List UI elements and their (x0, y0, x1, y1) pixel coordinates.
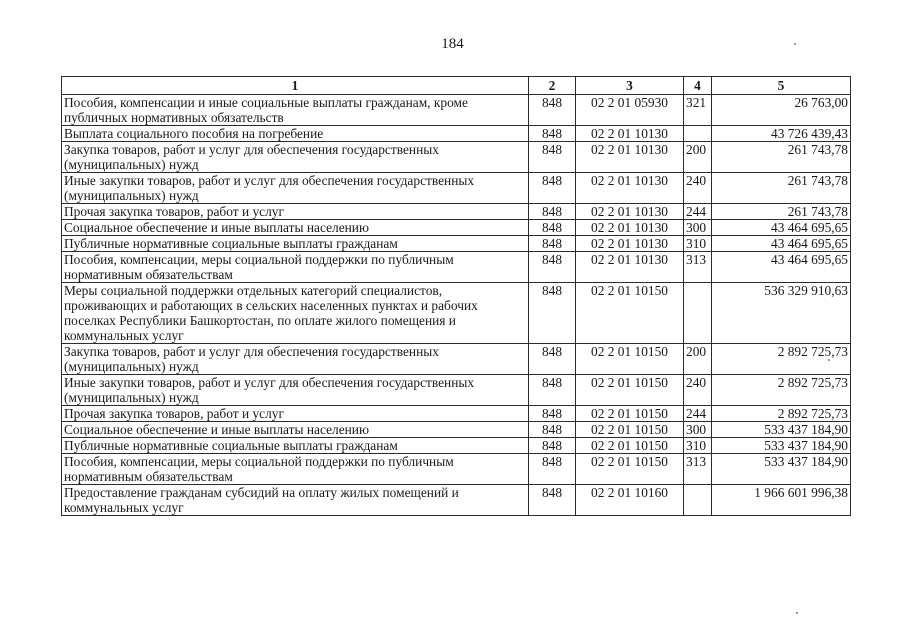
header-col-5: 5 (712, 77, 851, 95)
row-name-cell: Иные закупки товаров, работ и услуг для обеспечения государственных (муниципальных) нужд (62, 173, 529, 204)
row-name-cell: Иные закупки товаров, работ и услуг для обеспечения государственных (муниципальных) нужд (62, 375, 529, 406)
row-sum-cell: 26 763,00 (712, 95, 851, 126)
header-col-1: 1 (62, 77, 529, 95)
row-type-cell: 200 (684, 142, 712, 173)
row-grbs-cell: 848 (529, 173, 576, 204)
row-type-cell: 240 (684, 375, 712, 406)
row-sum-cell: 536 329 910,63 (712, 283, 851, 344)
row-name-cell: Пособия, компенсации, меры социальной поддержки по публичным нормативным обязательствам (62, 454, 529, 485)
row-sum-cell: 261 743,78 (712, 204, 851, 220)
row-sum-cell: 261 743,78 (712, 142, 851, 173)
row-grbs-cell: 848 (529, 283, 576, 344)
row-name-cell: Предоставление гражданам субсидий на оплату жилых помещений и коммунальных услуг (62, 485, 529, 516)
table-row (62, 204, 851, 220)
row-code-cell: 02 2 01 05930 (576, 95, 684, 126)
table-row (62, 95, 851, 126)
budget-table (61, 76, 851, 516)
row-code-cell: 02 2 01 10150 (576, 454, 684, 485)
row-sum-cell: 43 464 695,65 (712, 252, 851, 283)
row-grbs-cell: 848 (529, 438, 576, 454)
table-row (62, 142, 851, 173)
row-sum-cell: 2 892 725,73 (712, 406, 851, 422)
row-code-cell: 02 2 01 10130 (576, 236, 684, 252)
row-grbs-cell: 848 (529, 375, 576, 406)
row-type-cell: 310 (684, 236, 712, 252)
row-grbs-cell: 848 (529, 142, 576, 173)
page-number: 184 (441, 36, 464, 52)
row-grbs-cell: 848 (529, 236, 576, 252)
row-name-cell: Пособия, компенсации, меры социальной поддержки по публичным нормативным обязательствам (62, 252, 529, 283)
row-type-cell: 300 (684, 220, 712, 236)
header-row (62, 77, 851, 95)
table-header (62, 77, 851, 95)
row-name-cell: Прочая закупка товаров, работ и услуг (62, 204, 529, 220)
table-row (62, 173, 851, 204)
table-row (62, 220, 851, 236)
row-code-cell: 02 2 01 10150 (576, 375, 684, 406)
row-grbs-cell: 848 (529, 252, 576, 283)
row-name-cell: Закупка товаров, работ и услуг для обеспечения государственных (муниципальных) нужд (62, 142, 529, 173)
row-grbs-cell: 848 (529, 126, 576, 142)
table-row (62, 283, 851, 344)
row-name-cell: Прочая закупка товаров, работ и услуг (62, 406, 529, 422)
scan-speck (796, 612, 798, 614)
row-type-cell: 313 (684, 454, 712, 485)
table-body (62, 95, 851, 516)
row-name-cell: Пособия, компенсации и иные социальные выплаты гражданам, кроме публичных нормативных обязательств (62, 95, 529, 126)
table-row (62, 252, 851, 283)
row-code-cell: 02 2 01 10130 (576, 173, 684, 204)
scan-speck (794, 43, 796, 45)
row-sum-cell: 1 966 601 996,38 (712, 485, 851, 516)
row-type-cell: 244 (684, 406, 712, 422)
row-code-cell: 02 2 01 10150 (576, 344, 684, 375)
row-grbs-cell: 848 (529, 406, 576, 422)
header-col-4: 4 (684, 77, 712, 95)
table-row (62, 454, 851, 485)
row-name-cell: Выплата социального пособия на погребение (62, 126, 529, 142)
row-code-cell: 02 2 01 10150 (576, 283, 684, 344)
row-code-cell: 02 2 01 10150 (576, 406, 684, 422)
row-sum-cell: 43 464 695,65 (712, 220, 851, 236)
table-row (62, 438, 851, 454)
row-code-cell: 02 2 01 10130 (576, 126, 684, 142)
row-type-cell (684, 283, 712, 344)
row-name-cell: Закупка товаров, работ и услуг для обеспечения государственных (муниципальных) нужд (62, 344, 529, 375)
row-sum-cell: 43 726 439,43 (712, 126, 851, 142)
row-code-cell: 02 2 01 10150 (576, 422, 684, 438)
row-sum-cell: 533 437 184,90 (712, 422, 851, 438)
row-sum-cell: 533 437 184,90 (712, 454, 851, 485)
row-type-cell: 244 (684, 204, 712, 220)
table-row (62, 406, 851, 422)
row-type-cell (684, 126, 712, 142)
row-type-cell: 240 (684, 173, 712, 204)
row-type-cell: 310 (684, 438, 712, 454)
row-code-cell: 02 2 01 10130 (576, 220, 684, 236)
table-row (62, 236, 851, 252)
row-grbs-cell: 848 (529, 204, 576, 220)
row-grbs-cell: 848 (529, 422, 576, 438)
row-name-cell: Публичные нормативные социальные выплаты гражданам (62, 438, 529, 454)
row-code-cell: 02 2 01 10130 (576, 252, 684, 283)
row-code-cell: 02 2 01 10130 (576, 204, 684, 220)
row-code-cell: 02 2 01 10150 (576, 438, 684, 454)
row-type-cell: 313 (684, 252, 712, 283)
table-row (62, 126, 851, 142)
row-sum-cell: 261 743,78 (712, 173, 851, 204)
row-grbs-cell: 848 (529, 344, 576, 375)
row-sum-cell: 2 892 725,73 (712, 375, 851, 406)
row-name-cell: Меры социальной поддержки отдельных категорий специалистов, проживающих и работающих в сельских населенных пунктах и рабочих поселках Республики Башкортостан, по оплате жилого помещения и коммунальных услуг (62, 283, 529, 344)
row-grbs-cell: 848 (529, 454, 576, 485)
table-row (62, 422, 851, 438)
header-col-2: 2 (529, 77, 576, 95)
row-grbs-cell: 848 (529, 485, 576, 516)
table-row (62, 375, 851, 406)
row-grbs-cell: 848 (529, 220, 576, 236)
row-type-cell: 300 (684, 422, 712, 438)
row-type-cell: 321 (684, 95, 712, 126)
row-grbs-cell: 848 (529, 95, 576, 126)
row-sum-cell: 2 892 725,73 (712, 344, 851, 375)
table-row (62, 485, 851, 516)
row-type-cell (684, 485, 712, 516)
row-name-cell: Публичные нормативные социальные выплаты гражданам (62, 236, 529, 252)
header-col-3: 3 (576, 77, 684, 95)
row-sum-cell: 43 464 695,65 (712, 236, 851, 252)
row-code-cell: 02 2 01 10160 (576, 485, 684, 516)
row-name-cell: Социальное обеспечение и иные выплаты населению (62, 220, 529, 236)
row-name-cell: Социальное обеспечение и иные выплаты населению (62, 422, 529, 438)
table-row (62, 344, 851, 375)
row-code-cell: 02 2 01 10130 (576, 142, 684, 173)
row-type-cell: 200 (684, 344, 712, 375)
row-sum-cell: 533 437 184,90 (712, 438, 851, 454)
